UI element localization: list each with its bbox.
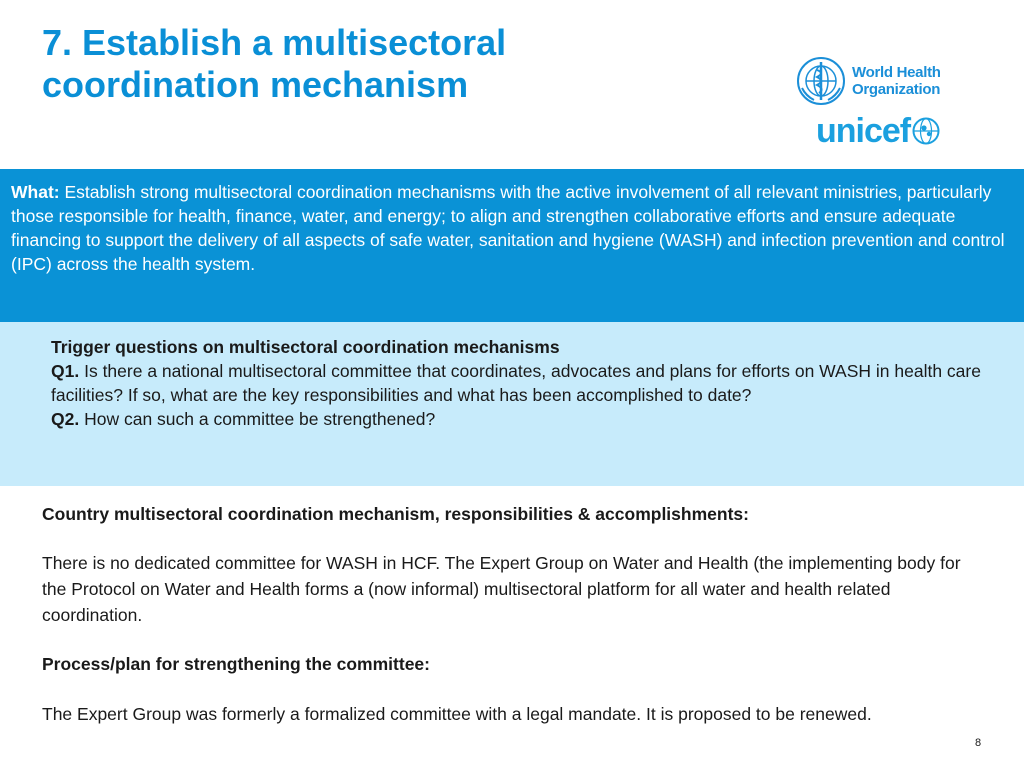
who-wordmark: [852, 64, 941, 98]
title-line-2: coordination mechanism: [42, 64, 469, 105]
unicef-wordmark: unicef: [816, 112, 911, 150]
what-text: Establish strong multisectoral coordination mechanisms with the active involvement of all relevant ministries, particularly those responsible for health, finance, water, and energy; to align and strengthen collaborative efforts and ensure adequate financing to support the delivery of all aspects of safe water, sanitation and hygiene (WASH) and infection prevention and control (IPC) across the health system.: [11, 182, 1005, 274]
trigger-heading: Trigger questions on multisectoral coordination mechanisms: [51, 337, 560, 357]
title-line-1: 7. Establish a multisectoral: [42, 22, 507, 63]
process-plan-heading: Process/plan for strengthening the committee:: [42, 654, 430, 674]
unicef-logo: [816, 114, 940, 148]
country-mechanism-heading: Country multisectoral coordination mechanism, responsibilities & accomplishments:: [42, 504, 749, 524]
page-title: [42, 22, 742, 106]
page-number: 8: [975, 737, 982, 749]
partner-logos: [796, 56, 956, 152]
who-emblem-icon: [796, 56, 846, 106]
q2-text: How can such a committee be strengthened?: [84, 409, 436, 429]
country-mechanism-text: There is no dedicated committee for WASH in HCF. The Expert Group on Water and Health (the implementing body for the Protocol on Water and Health forms a (now informal) multisectoral platform for all water and health related coordination.: [42, 553, 961, 625]
q2-label: Q2.: [51, 409, 80, 429]
trigger-questions: [51, 335, 981, 431]
who-name-line-2: Organization: [852, 81, 941, 98]
q1-label: Q1.: [51, 361, 80, 381]
what-statement: [11, 180, 1011, 276]
who-name-line-1: World Health: [852, 64, 941, 81]
process-plan-text: The Expert Group was formerly a formalized committee with a legal mandate. It is proposed to be renewed.: [42, 704, 872, 724]
who-logo: [796, 56, 941, 106]
unicef-globe-icon: [912, 117, 940, 145]
what-label: What:: [11, 182, 60, 202]
q1-text: Is there a national multisectoral committee that coordinates, advocates and plans for efforts on WASH in health care facilities? If so, what are the key responsibilities and what has been accomplished to date?: [51, 361, 981, 405]
